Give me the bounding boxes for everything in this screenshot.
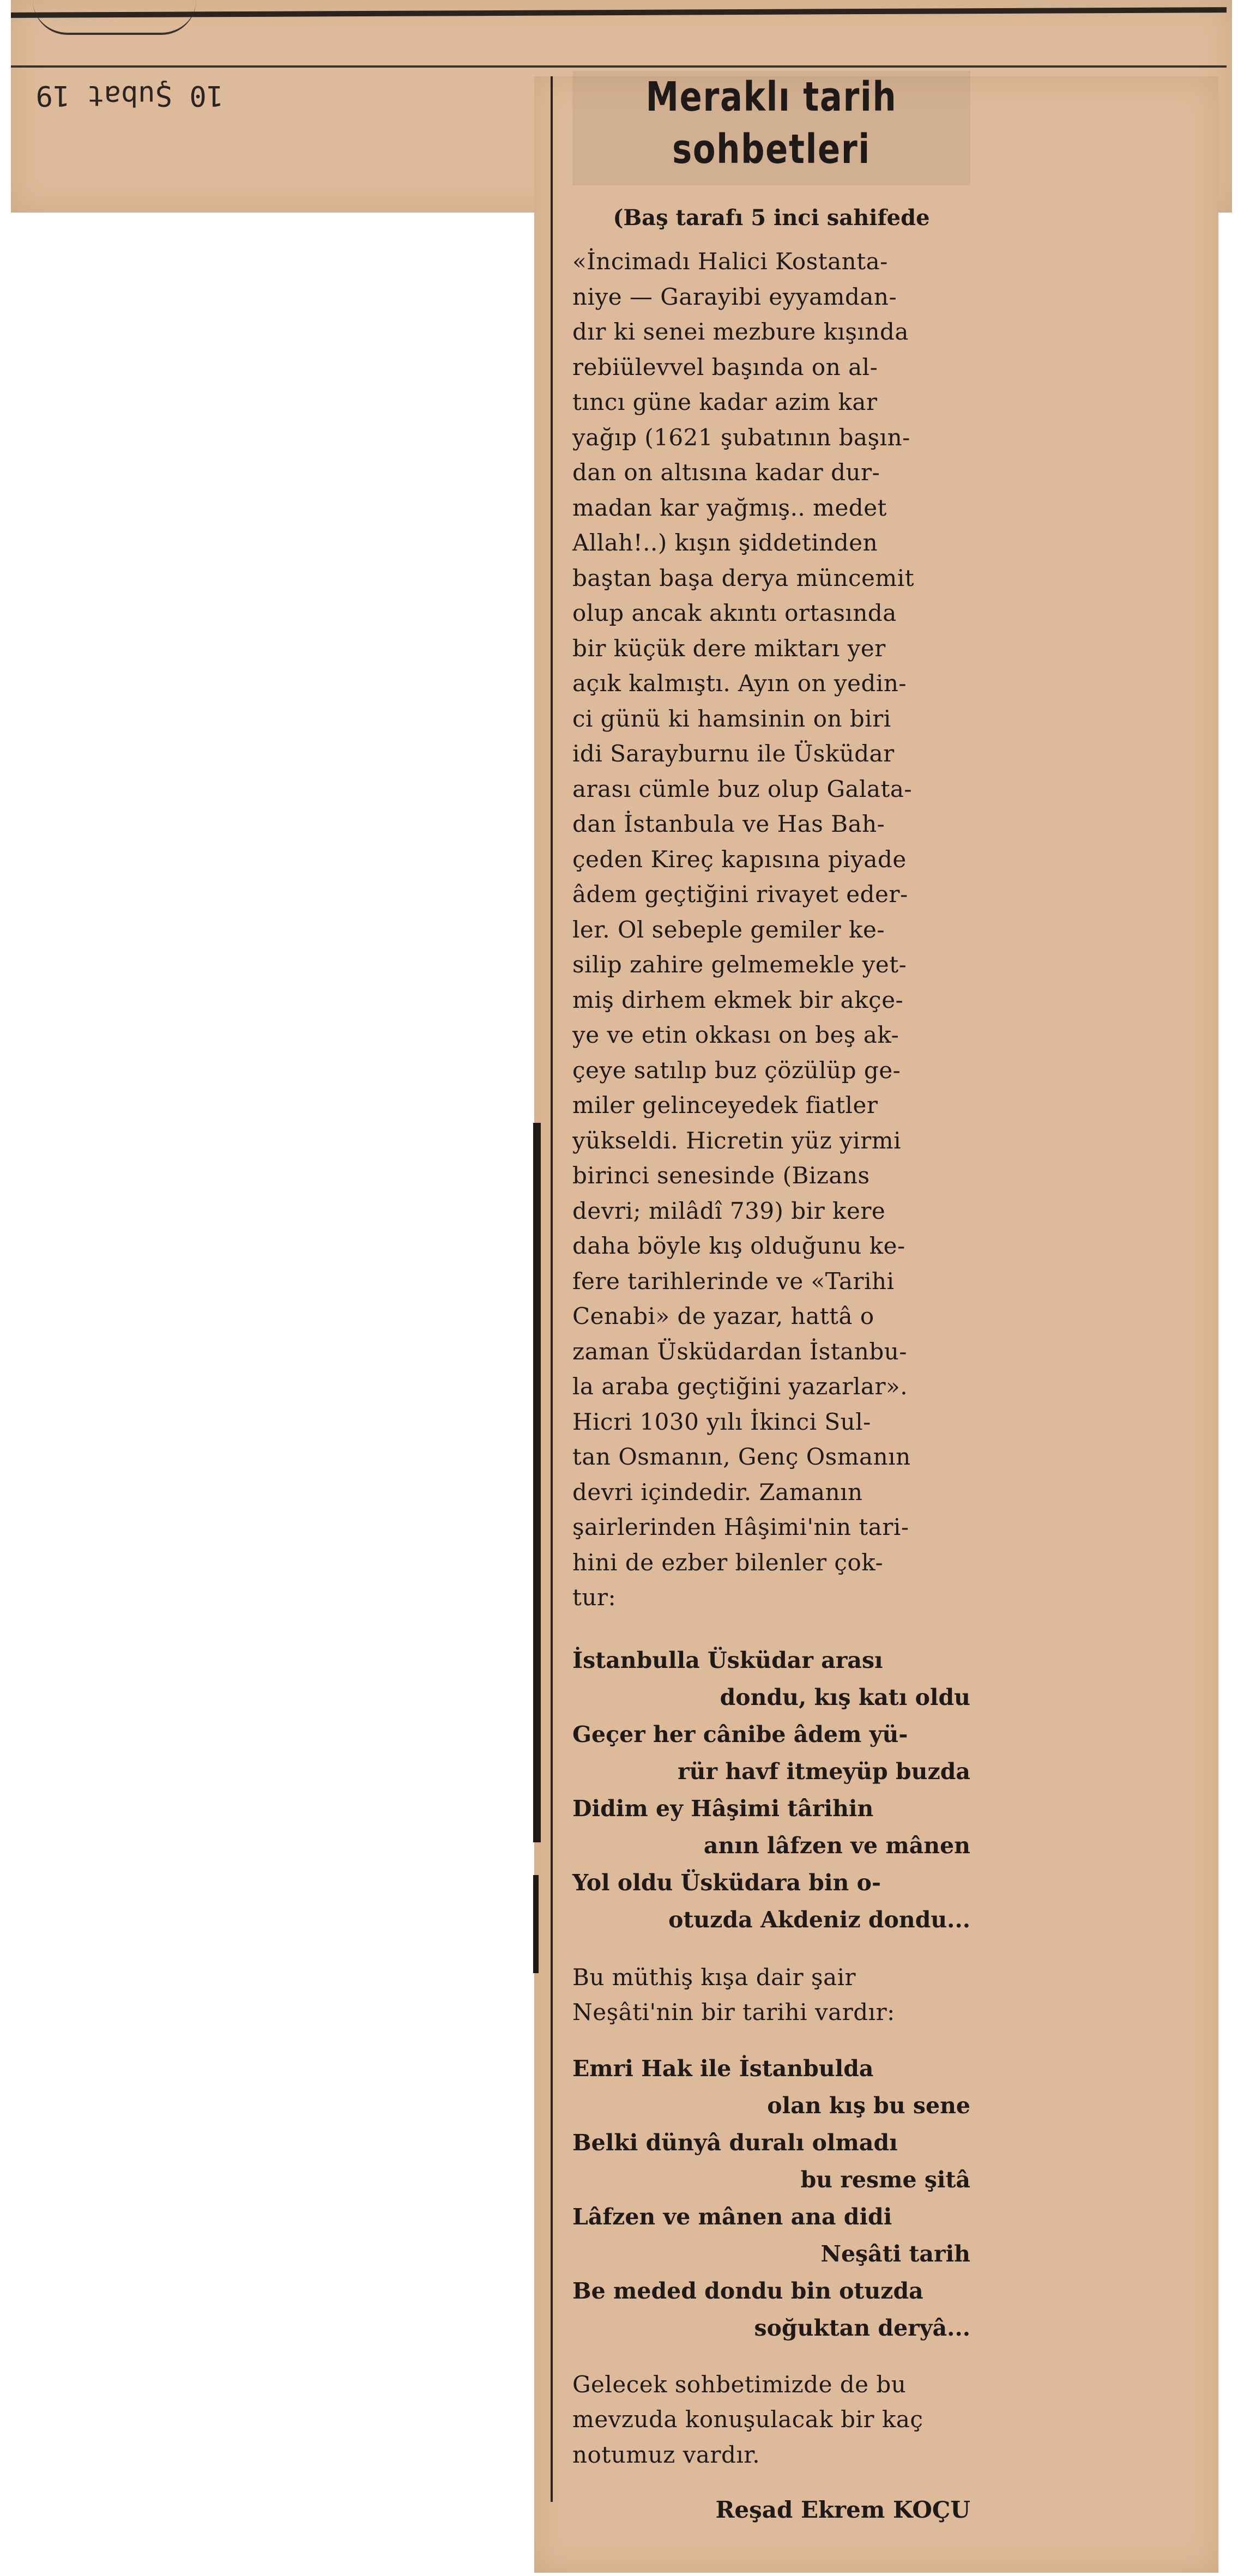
edge-mark [533,1123,541,1842]
headline [572,71,970,185]
edge-mark-lower [533,1875,539,1973]
top-thin-rule [11,65,1227,68]
poem-nesati [572,2050,970,2347]
poem-line: Didim ey Hâşimi târihin [572,1795,874,1822]
corner-ornament [33,0,196,35]
poem-line: anın lâfzen ve mânen [703,1832,970,1859]
body-paragraph-2: Bu müthiş kışa dair şair Neşâti'nin bir tarihi vardır: [572,1963,895,2025]
body-paragraph-3: Gelecek sohbetimizde de bu mevzuda konuşulacak bir kaç notumuz vardır. [572,2371,923,2468]
poem-line: soğuktan deryâ... [754,2314,970,2341]
poem-line: Geçer her cânibe âdem yü- [572,1721,908,1747]
poem-line: rür havf itmeyüp buzda [678,1758,970,1785]
date-line: 10 Şubat 19 [35,79,224,112]
poem-line: olan kış bu sene [767,2092,970,2119]
poem-line: İstanbulla Üsküdar arası [572,1647,883,1673]
poem-line: Be meded dondu bin otuzda [572,2277,923,2304]
column-rule [551,76,553,2502]
poem-line: dondu, kış katı oldu [720,1684,970,1710]
poem-line: Emri Hak ile İstanbulda [572,2055,874,2082]
body-paragraph-1: «İncimadı Halici Kostanta- niye — Garayibi eyyamdan- dır ki senei mezbure kışında rebiülevvel başında on al- tıncı güne kadar azim kar yağıp (1621 şubatının başın- dan on altısına kadar dur- madan kar yağmış.. medet Allah!..) kışın şiddetinden baştan başa derya müncemit olup ancak akıntı ortasında bir küçük dere miktarı yer açık kalmıştı. Ayın on yedin- ci günü ki hamsinin on biri idi Sarayburnu ile Üsküdar arası cümle buz olup Galata- dan İstanbula ve Has Bah- çeden Kireç kapısına piyade âdem geçtiğini rivayet eder- ler. Ol sebeple gemiler ke- silip zahire gelmemekle yet- miş dirhem ekmek bir akçe- ye ve etin okkası on beş ak- çeye satılıp buz çözülüp ge- miler gelinceyedek fiatler yükseldi. Hicretin yüz yirmi birinci senesinde (Bizans devri; milâdî 739) bir kere daha böyle kış olduğunu ke- fere tarihlerinde ve «Tarihi Cenabi» de yazar, hattâ o zaman Üsküdardan İstanbu- la araba geçtiğini yazarlar». Hicri 1030 yılı İkinci Sul- tan Osmanın, Genç Osmanın devri içindedir. Zamanın şairlerinden Hâşimi'nin tari- hini de ezber bilenler çok- tur: [572,248,915,1611]
poem-line: otuzda Akdeniz dondu... [668,1906,970,1933]
poem-line: Belki dünyâ duralı olmadı [572,2129,898,2156]
continued-note: (Baş tarafı 5 inci sahifede [613,205,930,231]
poem-line: Yol oldu Üsküdara bin o- [572,1869,881,1896]
poem-line: Lâfzen ve mânen ana didi [572,2203,892,2230]
article [572,71,970,2523]
poem-hasimi [572,1642,970,1938]
headline-line-1: Meraklı tarih [645,74,897,120]
headline-line-2: sohbetleri [672,126,871,173]
author-signature: Reşad Ekrem KOÇU [715,2496,970,2523]
poem-line: bu resme şitâ [800,2166,970,2193]
poem-line: Neşâti tarih [820,2240,970,2267]
